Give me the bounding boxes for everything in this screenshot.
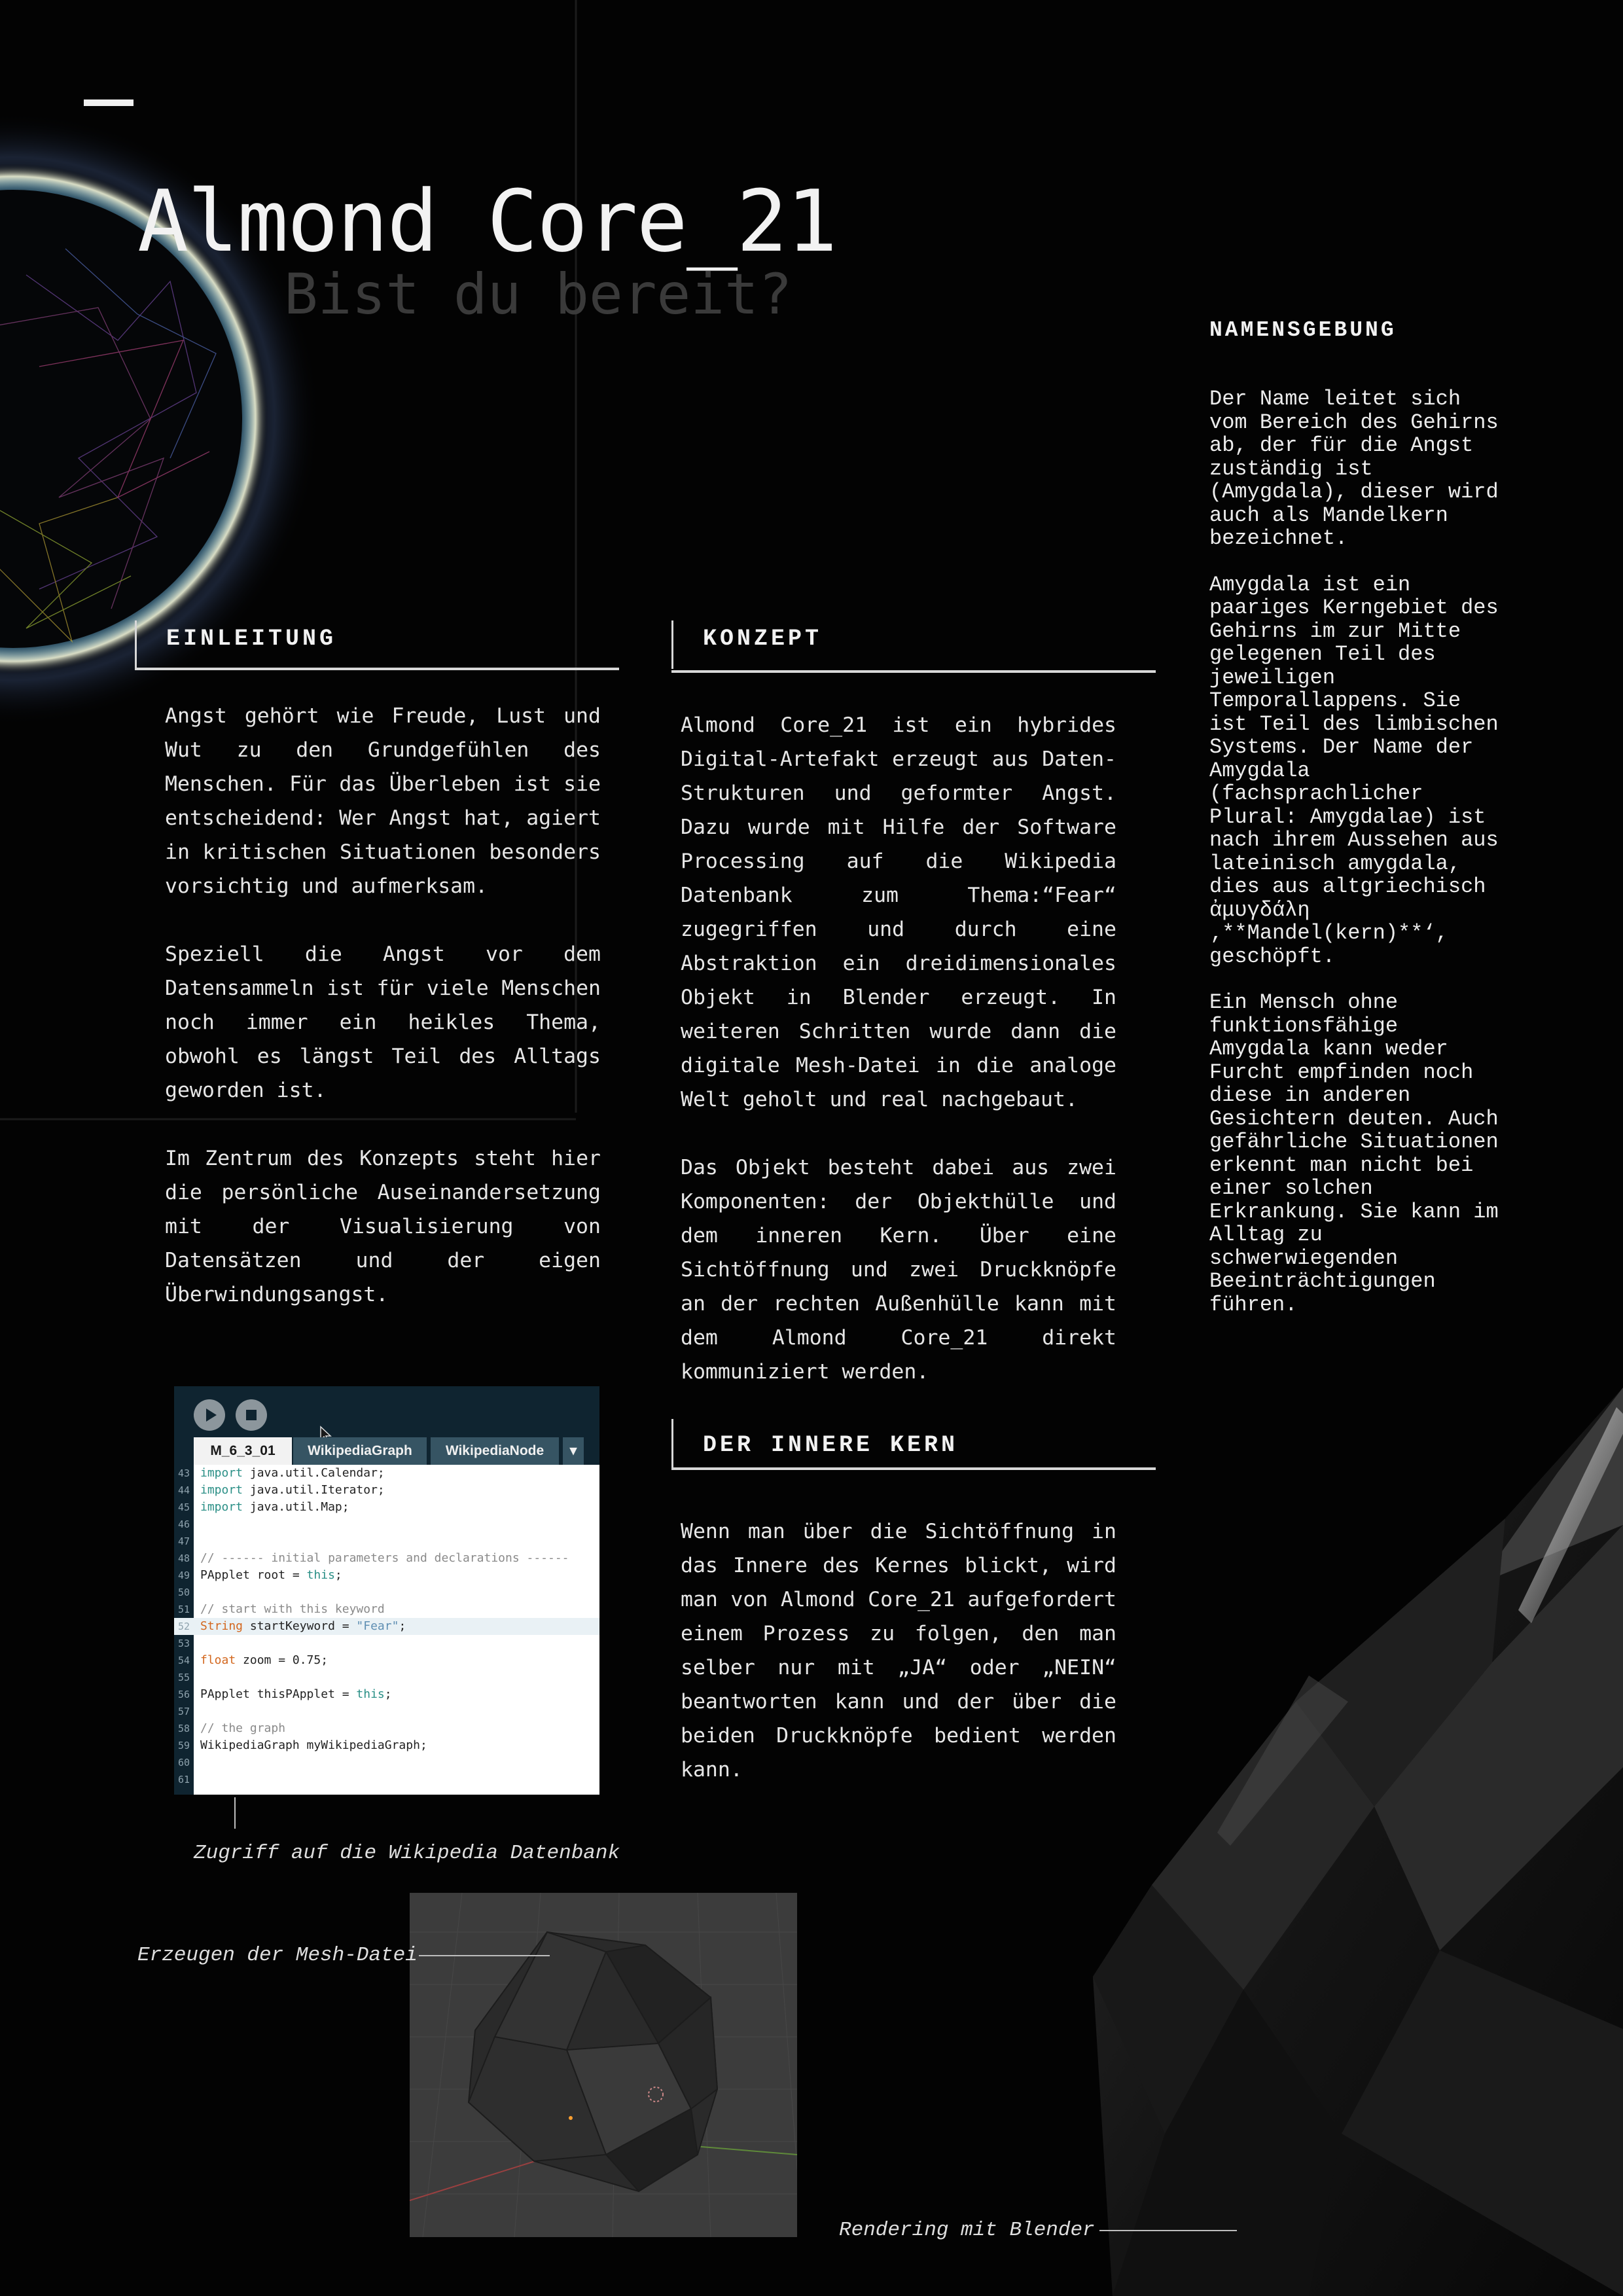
code-line: [174, 1550, 599, 1567]
namensgebung-paragraph: Amygdala ist ein paariges Kerngebiet des Gehirns im zur Mitte gelegenen Teil des jeweiligen Temporallappens. Sie ist Teil des limbischen Systems. Der Name der Amygdala (fachsprachlicher Plural: Amygdalae) ist nach ihrem Aussehen aus lateinisch amygdala, dies aus altgriechisch ἀμυγδάλη ‚**Mandel(kern)**‘, geschöpft.: [1209, 572, 1499, 969]
konzept-paragraph: Almond Core_21 ist ein hybrides Digital-Artefakt erzeugt aus Daten-Strukturen und geformter Angst. Dazu wurde mit Hilfe der Software Processing auf die Wikipedia Datenbank zum Thema:“Fear“ zugegriffen und durch eine Abstraktion ein dreidimensionales Objekt in Blender erzeugt. In weiteren Schritten wurde dann die digitale Mesh-Datei in die analoge Welt geholt und real nachgebaut.: [681, 713, 1116, 1111]
kern-header-rule: [671, 1467, 1156, 1470]
line-number: 44: [177, 1484, 190, 1496]
code-line: [174, 1703, 599, 1720]
einleitung-paragraph: Im Zentrum des Konzepts steht hier die persönliche Auseinandersetzung mit der Visualisierung von Datensätzen und der eigen Überwindungsangst.: [165, 1147, 601, 1306]
line-number: 43: [177, 1467, 190, 1479]
konzept-paragraph: Das Objekt besteht dabei aus zwei Komponenten: der Objekthülle und dem inneren Kern. Über eine Sichtöffnung und zwei Druckknöpfe an der rechten Außenhülle kann mit dem Almond Core_21 direkt kommuniziert werden.: [681, 1156, 1116, 1384]
code-line: [174, 1720, 599, 1737]
code-text: float zoom = 0.75;: [200, 1653, 329, 1667]
namensgebung-paragraph: Ein Mensch ohne funktionsfähige Amygdala kann weder Furcht empfinden noch diese in anderen Gesichtern deuten. Auch gefährliche Situationen erkennt man nicht bei einer solchen Erkrankung. Sie kann im Alltag zu schwerwiegenden Beeinträchtigungen führen.: [1209, 990, 1499, 1317]
rendered-object-image: [1093, 1388, 1623, 2296]
line-number: 55: [177, 1672, 190, 1683]
editor-toolbar: [174, 1386, 599, 1433]
tab-wikipedia-graph[interactable]: WikipediaGraph: [293, 1437, 427, 1465]
konzept-header-vline: [671, 620, 673, 669]
line-number: 60: [177, 1757, 190, 1768]
caption-pointer-vertical: [234, 1797, 236, 1829]
einleitung-paragraph: Speziell die Angst vor dem Datensammeln ist für viele Menschen noch immer ein heikles Thema, obwohl es längst Teil des Alltags geworden ist.: [165, 942, 601, 1102]
code-line: [174, 1686, 599, 1703]
kern-text: [681, 1515, 1116, 1821]
tab-m-6-3-01[interactable]: M_6_3_01: [194, 1437, 292, 1465]
run-button[interactable]: [194, 1399, 225, 1431]
page-title: Almond Core_21: [137, 171, 836, 271]
konzept-text: [681, 708, 1116, 1423]
konzept-heading: KONZEPT: [703, 626, 823, 652]
tab-wikipedia-node[interactable]: WikipediaNode: [431, 1437, 559, 1465]
line-number: 56: [177, 1689, 190, 1700]
code-line: [174, 1652, 599, 1669]
line-number: 50: [177, 1587, 190, 1598]
code-text: String startKeyword = "Fear";: [200, 1619, 406, 1633]
einleitung-text: [165, 699, 601, 1346]
stop-button[interactable]: [236, 1399, 267, 1431]
line-number: 46: [177, 1518, 190, 1530]
kern-header-vline: [671, 1419, 673, 1469]
page-subtitle: Bist du bereit?: [284, 262, 793, 327]
einleitung-header-rule: [135, 668, 619, 670]
line-number: 57: [177, 1706, 190, 1717]
line-number: 59: [177, 1740, 190, 1751]
line-number: 54: [177, 1655, 190, 1666]
code-text: import java.util.Map;: [200, 1500, 349, 1514]
code-area[interactable]: [174, 1465, 599, 1795]
code-line: [174, 1465, 599, 1482]
caption-mesh-pointer: [419, 1955, 550, 1956]
code-line: [174, 1754, 599, 1771]
einleitung-heading: EINLEITUNG: [166, 626, 337, 652]
tabs-menu-chevron-icon[interactable]: ▾: [563, 1437, 584, 1465]
code-text: // start with this keyword: [200, 1602, 385, 1616]
line-number: 49: [177, 1570, 190, 1581]
code-line: [174, 1567, 599, 1584]
code-line: [174, 1584, 599, 1601]
line-number: 58: [177, 1723, 190, 1734]
caption-rendering: Rendering mit Blender: [839, 2219, 1095, 2242]
line-number: 53: [177, 1638, 190, 1649]
line-number: 51: [177, 1604, 190, 1615]
code-line: [174, 1499, 599, 1516]
namensgebung-heading: NAMENSGEBUNG: [1209, 318, 1397, 342]
namensgebung-paragraph: Der Name leitet sich vom Bereich des Gehirns ab, der für die Angst zuständig ist (Amygdala), dieser wird auch als Mandelkern bezeichnet.: [1209, 387, 1499, 550]
kern-heading: DER INNERE KERN: [703, 1432, 959, 1458]
code-line: [174, 1771, 599, 1788]
stop-icon: [236, 1399, 267, 1431]
code-line: [174, 1618, 599, 1635]
line-number: 48: [177, 1552, 190, 1564]
play-icon: [194, 1399, 225, 1431]
code-line: [174, 1516, 599, 1533]
einleitung-header-vline: [135, 620, 137, 669]
kern-paragraph: Wenn man über die Sichtöffnung in das Innere des Kernes blickt, wird man von Almond Core_21 aufgefordert einem Prozess zu folgen, den man selber nur mit „JA“ oder „NEIN“ beantworten kann und der über die beiden Druckknöpfe bedient werden kann.: [681, 1520, 1116, 1782]
caption-rendering-pointer: [1099, 2230, 1237, 2231]
code-line: [174, 1669, 599, 1686]
caption-wikipedia: Zugriff auf die Wikipedia Datenbank: [194, 1842, 620, 1865]
konzept-header-rule: [671, 670, 1156, 673]
line-number: 61: [177, 1774, 190, 1785]
line-number: 45: [177, 1501, 190, 1513]
einleitung-paragraph: Angst gehört wie Freude, Lust und Wut zu den Grundgefühlen des Menschen. Für das Überleben ist sie entscheidend: Wer Angst hat, agiert in kritischen Situationen besonders vorsichtig und aufmerksam.: [165, 704, 601, 898]
code-text: import java.util.Iterator;: [200, 1483, 385, 1497]
code-line: [174, 1482, 599, 1499]
code-text: // ------ initial parameters and declarations ------: [200, 1551, 569, 1565]
code-text: import java.util.Calendar;: [200, 1466, 385, 1480]
accent-dash: [84, 99, 134, 106]
line-number: 52: [177, 1621, 190, 1632]
code-text: // the graph: [200, 1721, 286, 1735]
code-line: [174, 1635, 599, 1652]
namensgebung-text: [1209, 387, 1508, 1339]
code-line: [174, 1601, 599, 1618]
code-text: PApplet thisPApplet = this;: [200, 1687, 392, 1701]
code-line: [174, 1737, 599, 1754]
caption-mesh: Erzeugen der Mesh-Datei: [137, 1944, 418, 1967]
line-number: 47: [177, 1535, 190, 1547]
code-text: WikipediaGraph myWikipediaGraph;: [200, 1738, 427, 1752]
code-line: [174, 1533, 599, 1550]
code-text: PApplet root = this;: [200, 1568, 342, 1582]
processing-editor-screenshot: [174, 1386, 599, 1795]
blender-viewport-image: [410, 1893, 797, 2237]
